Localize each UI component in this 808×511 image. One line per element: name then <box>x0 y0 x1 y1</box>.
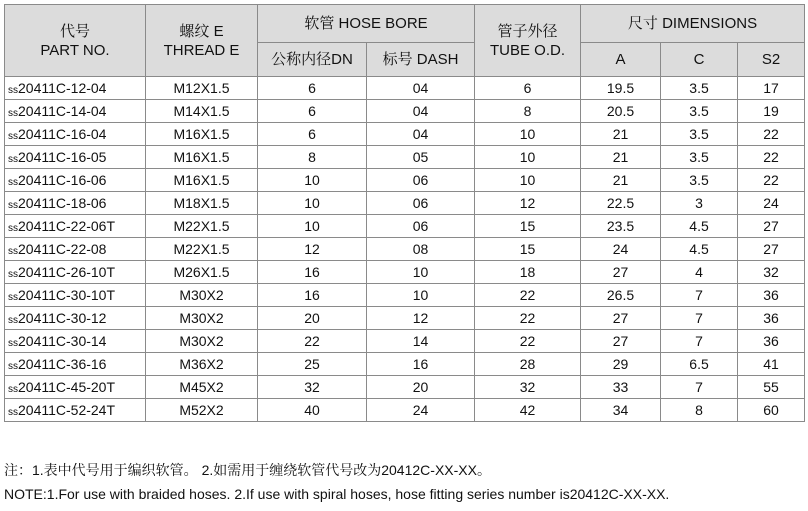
table-row <box>5 77 805 100</box>
cell-part-no <box>5 77 146 100</box>
header-a: A <box>581 43 661 77</box>
part-number: 20411C-12-04 <box>18 80 107 96</box>
part-number: 20411C-26-10T <box>18 264 116 280</box>
table-row <box>5 100 805 123</box>
cell-dash: 04 <box>367 100 475 123</box>
cell-c: 7 <box>661 284 738 307</box>
cell-dn: 10 <box>258 192 367 215</box>
header-c: C <box>661 43 738 77</box>
table-row <box>5 399 805 422</box>
table-row <box>5 284 805 307</box>
part-prefix: ss <box>8 85 18 96</box>
part-prefix: ss <box>8 200 18 211</box>
part-number: 20411C-16-06 <box>18 172 107 188</box>
cell-c: 4 <box>661 261 738 284</box>
cell-dash: 24 <box>367 399 475 422</box>
cell-a: 27 <box>581 307 661 330</box>
part-prefix: ss <box>8 269 18 280</box>
header-thread-cn: 螺纹 E <box>179 22 224 40</box>
cell-c: 7 <box>661 330 738 353</box>
cell-s2: 36 <box>738 330 805 353</box>
table-row <box>5 169 805 192</box>
cell-thread: M16X1.5 <box>146 169 258 192</box>
cell-dash: 06 <box>367 215 475 238</box>
part-prefix: ss <box>8 108 18 119</box>
cell-dash: 04 <box>367 123 475 146</box>
part-number: 20411C-22-08 <box>18 241 107 257</box>
table-row <box>5 123 805 146</box>
cell-a: 19.5 <box>581 77 661 100</box>
cell-a: 27 <box>581 330 661 353</box>
note-english: NOTE:1.For use with braided hoses. 2.If use with spiral hoses, hose fitting series number is20412C-XX-XX. <box>4 486 670 502</box>
cell-c: 3.5 <box>661 77 738 100</box>
cell-c: 3.5 <box>661 100 738 123</box>
cell-s2: 27 <box>738 215 805 238</box>
cell-dn: 6 <box>258 77 367 100</box>
part-number: 20411C-14-04 <box>18 103 107 119</box>
cell-dash: 12 <box>367 307 475 330</box>
cell-a: 33 <box>581 376 661 399</box>
cell-thread: M36X2 <box>146 353 258 376</box>
cell-part-no <box>5 146 146 169</box>
cell-thread: M52X2 <box>146 399 258 422</box>
cell-thread: M14X1.5 <box>146 100 258 123</box>
cell-c: 8 <box>661 399 738 422</box>
header-dimensions: 尺寸 DIMENSIONS <box>581 5 805 43</box>
cell-part-no <box>5 399 146 422</box>
cell-part-no <box>5 238 146 261</box>
cell-thread: M18X1.5 <box>146 192 258 215</box>
cell-part-no <box>5 169 146 192</box>
cell-s2: 60 <box>738 399 805 422</box>
cell-dn: 32 <box>258 376 367 399</box>
part-number: 20411C-36-16 <box>18 356 107 372</box>
cell-tube: 42 <box>475 399 581 422</box>
specification-table <box>4 4 805 422</box>
part-number: 20411C-45-20T <box>18 379 116 395</box>
part-number: 20411C-18-06 <box>18 195 107 211</box>
cell-tube: 10 <box>475 146 581 169</box>
cell-thread: M30X2 <box>146 307 258 330</box>
cell-s2: 22 <box>738 146 805 169</box>
part-number: 20411C-52-24T <box>18 402 116 418</box>
part-number: 20411C-22-06T <box>18 218 116 234</box>
cell-a: 23.5 <box>581 215 661 238</box>
part-prefix: ss <box>8 361 18 372</box>
cell-a: 21 <box>581 169 661 192</box>
cell-a: 21 <box>581 123 661 146</box>
cell-s2: 55 <box>738 376 805 399</box>
cell-a: 21 <box>581 146 661 169</box>
cell-dn: 40 <box>258 399 367 422</box>
cell-c: 7 <box>661 376 738 399</box>
cell-thread: M16X1.5 <box>146 123 258 146</box>
cell-dash: 10 <box>367 261 475 284</box>
cell-dash: 06 <box>367 169 475 192</box>
cell-dn: 16 <box>258 284 367 307</box>
table-row <box>5 192 805 215</box>
cell-part-no <box>5 261 146 284</box>
part-prefix: ss <box>8 131 18 142</box>
cell-part-no <box>5 307 146 330</box>
cell-dn: 12 <box>258 238 367 261</box>
part-prefix: ss <box>8 246 18 257</box>
cell-dash: 20 <box>367 376 475 399</box>
cell-tube: 8 <box>475 100 581 123</box>
cell-s2: 22 <box>738 123 805 146</box>
cell-a: 26.5 <box>581 284 661 307</box>
cell-a: 24 <box>581 238 661 261</box>
part-prefix: ss <box>8 315 18 326</box>
part-number: 20411C-16-04 <box>18 126 107 142</box>
cell-tube: 10 <box>475 169 581 192</box>
cell-s2: 24 <box>738 192 805 215</box>
cell-dn: 25 <box>258 353 367 376</box>
cell-c: 4.5 <box>661 238 738 261</box>
cell-s2: 27 <box>738 238 805 261</box>
cell-dn: 16 <box>258 261 367 284</box>
cell-c: 3 <box>661 192 738 215</box>
cell-tube: 10 <box>475 123 581 146</box>
header-s2: S2 <box>738 43 805 77</box>
part-prefix: ss <box>8 338 18 349</box>
cell-tube: 32 <box>475 376 581 399</box>
table-row <box>5 146 805 169</box>
table-row <box>5 353 805 376</box>
part-prefix: ss <box>8 384 18 395</box>
cell-s2: 19 <box>738 100 805 123</box>
cell-c: 3.5 <box>661 146 738 169</box>
cell-thread: M22X1.5 <box>146 238 258 261</box>
cell-thread: M16X1.5 <box>146 146 258 169</box>
cell-tube: 15 <box>475 215 581 238</box>
header-thread <box>146 5 258 77</box>
cell-dash: 14 <box>367 330 475 353</box>
part-prefix: ss <box>8 177 18 188</box>
part-number: 20411C-30-14 <box>18 333 107 349</box>
cell-dn: 6 <box>258 100 367 123</box>
cell-thread: M30X2 <box>146 284 258 307</box>
cell-part-no <box>5 215 146 238</box>
cell-tube: 22 <box>475 330 581 353</box>
part-prefix: ss <box>8 223 18 234</box>
cell-s2: 41 <box>738 353 805 376</box>
cell-thread: M30X2 <box>146 330 258 353</box>
part-number: 20411C-30-12 <box>18 310 107 326</box>
part-prefix: ss <box>8 292 18 303</box>
header-tube-od-cn: 管子外径 <box>497 22 558 40</box>
header-hose-bore: 软管 HOSE BORE <box>258 5 475 43</box>
cell-part-no <box>5 123 146 146</box>
note-chinese: 注：1.表中代号用于编织软管。 2.如需用于缠绕软管代号改为20412C-XX-XX。 <box>4 462 491 478</box>
header-part-no <box>5 5 146 77</box>
cell-dn: 6 <box>258 123 367 146</box>
cell-dn: 22 <box>258 330 367 353</box>
cell-a: 29 <box>581 353 661 376</box>
cell-c: 7 <box>661 307 738 330</box>
cell-part-no <box>5 284 146 307</box>
part-prefix: ss <box>8 154 18 165</box>
cell-tube: 12 <box>475 192 581 215</box>
cell-dash: 04 <box>367 77 475 100</box>
cell-s2: 32 <box>738 261 805 284</box>
cell-dn: 10 <box>258 215 367 238</box>
cell-a: 34 <box>581 399 661 422</box>
cell-dash: 08 <box>367 238 475 261</box>
cell-part-no <box>5 376 146 399</box>
cell-s2: 36 <box>738 307 805 330</box>
header-part-no-en: PART NO. <box>40 41 110 59</box>
cell-part-no <box>5 100 146 123</box>
part-number: 20411C-30-10T <box>18 287 116 303</box>
part-number: 20411C-16-05 <box>18 149 107 165</box>
cell-dash: 10 <box>367 284 475 307</box>
cell-a: 27 <box>581 261 661 284</box>
table-row <box>5 215 805 238</box>
cell-dn: 10 <box>258 169 367 192</box>
cell-s2: 17 <box>738 77 805 100</box>
cell-thread: M12X1.5 <box>146 77 258 100</box>
cell-c: 4.5 <box>661 215 738 238</box>
table-row <box>5 307 805 330</box>
cell-dash: 05 <box>367 146 475 169</box>
cell-part-no <box>5 353 146 376</box>
cell-tube: 22 <box>475 307 581 330</box>
cell-tube: 22 <box>475 284 581 307</box>
cell-tube: 15 <box>475 238 581 261</box>
header-part-no-cn: 代号 <box>59 22 90 40</box>
cell-a: 22.5 <box>581 192 661 215</box>
cell-dash: 16 <box>367 353 475 376</box>
header-dash: 标号 DASH <box>367 43 475 77</box>
cell-part-no <box>5 192 146 215</box>
cell-s2: 22 <box>738 169 805 192</box>
cell-dash: 06 <box>367 192 475 215</box>
cell-thread: M22X1.5 <box>146 215 258 238</box>
notes <box>4 458 804 506</box>
cell-dn: 20 <box>258 307 367 330</box>
cell-s2: 36 <box>738 284 805 307</box>
cell-part-no <box>5 330 146 353</box>
cell-tube: 28 <box>475 353 581 376</box>
header-tube-od-en: TUBE O.D. <box>490 41 566 59</box>
header-tube-od <box>475 5 581 77</box>
cell-tube: 18 <box>475 261 581 284</box>
table-row <box>5 238 805 261</box>
cell-thread: M45X2 <box>146 376 258 399</box>
table-row <box>5 330 805 353</box>
cell-c: 3.5 <box>661 169 738 192</box>
cell-dn: 8 <box>258 146 367 169</box>
header-thread-en: THREAD E <box>163 41 240 59</box>
table-row <box>5 376 805 399</box>
header-dn: 公称内径DN <box>258 43 367 77</box>
cell-a: 20.5 <box>581 100 661 123</box>
cell-c: 6.5 <box>661 353 738 376</box>
table-row <box>5 261 805 284</box>
part-prefix: ss <box>8 407 18 418</box>
cell-thread: M26X1.5 <box>146 261 258 284</box>
cell-tube: 6 <box>475 77 581 100</box>
cell-c: 3.5 <box>661 123 738 146</box>
